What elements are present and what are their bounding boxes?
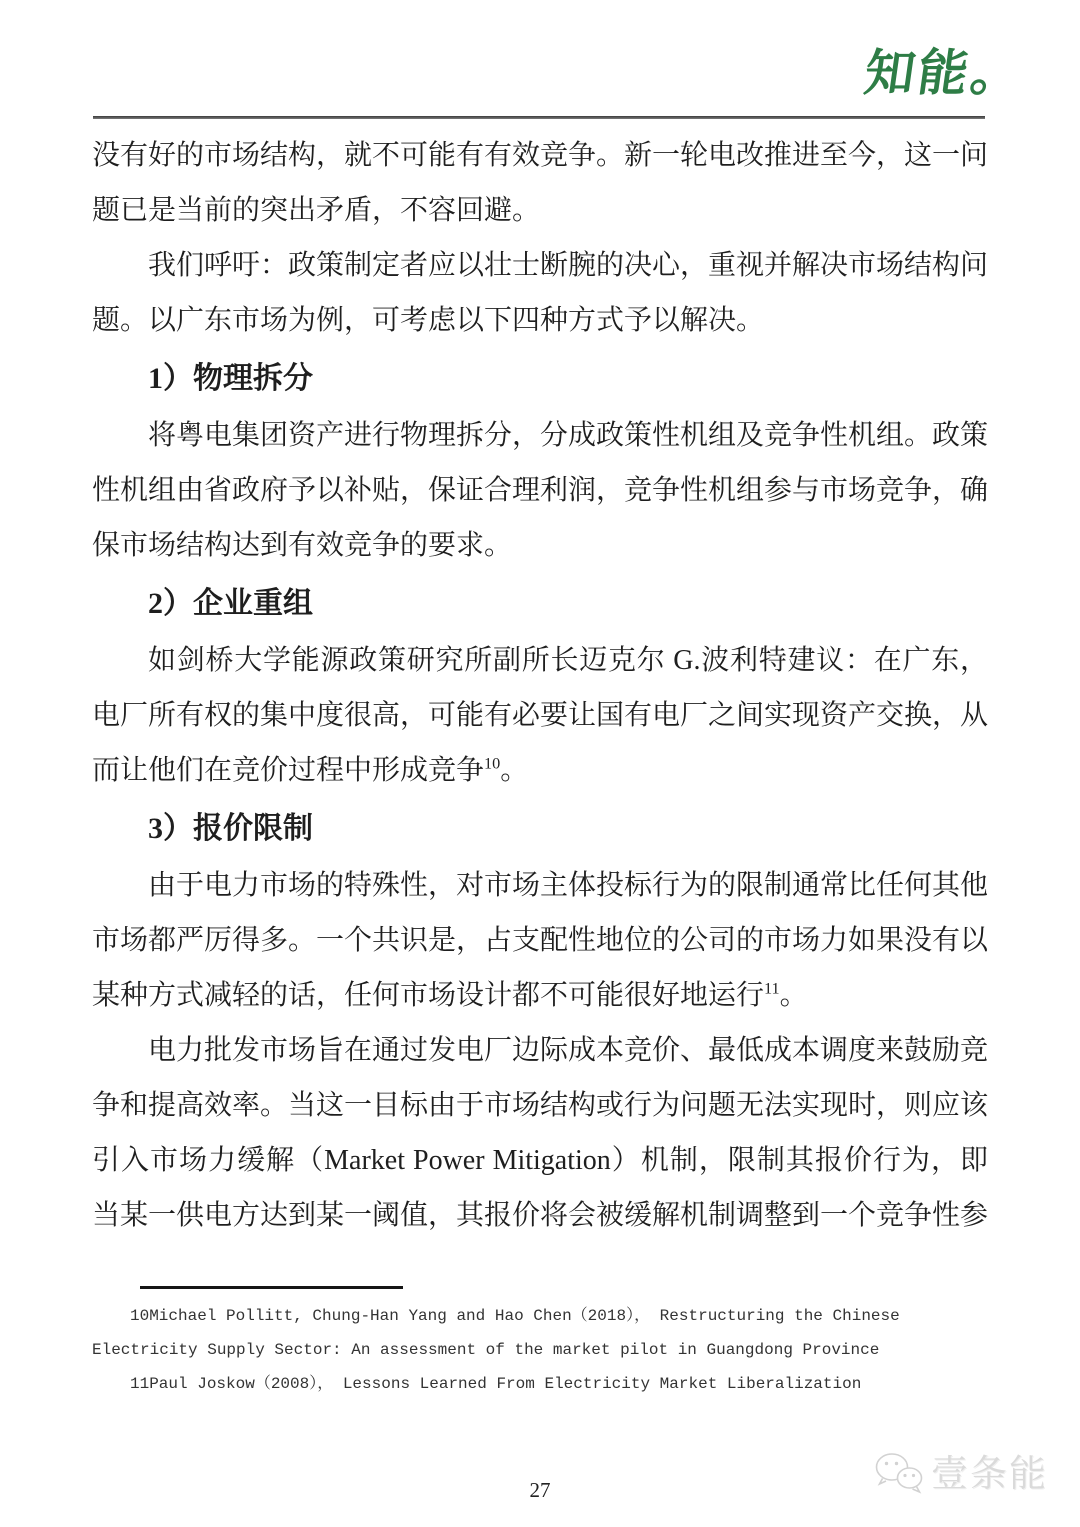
paragraph-market-structure: 没有好的市场结构，就不可能有有效竞争。新一轮电改推进至今，这一问题已是当前的突出矛盾，不容回避。: [92, 140, 989, 226]
paragraph-text: 。: [779, 980, 808, 1011]
footnote-10: 10Michael Pollitt, Chung-Han Yang and Hao Chen（2018）， Restructuring the Chinese Electricity Supply Sector: An assessment of the market pilot in Guangdong Province: [92, 1307, 900, 1359]
footnote-ref-10: 10: [484, 754, 501, 773]
section-heading-restructuring: 2）企业重组: [148, 587, 313, 620]
page-number: 27: [529, 1478, 551, 1502]
footnote-divider: [140, 1286, 403, 1289]
paragraph-restructuring: [92, 633, 988, 798]
brand-logo: 知能。: [861, 45, 1028, 101]
wechat-icon: [873, 1450, 925, 1496]
footnote-11: 11Paul Joskow（2008）， Lessons Learned From Electricity Market Liberalization: [130, 1375, 862, 1393]
footnote-ref-11: 11: [764, 979, 780, 998]
watermark-label: 壹条能: [931, 1452, 1048, 1494]
paragraph-text: 由于电力市场的特殊性，对市场主体投标行为的限制通常比任何其他市场都严厉得多。一个共识是，占支配性地位的公司的市场力如果没有以某种方式减轻的话，任何市场设计都不可能很好地运行: [92, 870, 989, 1011]
header-divider: [93, 116, 985, 119]
paragraph-physical-split: 将粤电集团资产进行物理拆分，分成政策性机组及竞争性机组。政策性机组由省政府予以补贴，保证合理利润，竞争性机组参与市场竞争，确保市场结构达到有效竞争的要求。: [92, 420, 989, 561]
section-heading-physical-split: 1）物理拆分: [148, 362, 313, 395]
paragraph-wholesale-market: 电力批发市场旨在通过发电厂边际成本竞价、最低成本调度来鼓励竞争和提高效率。当这一目标由于市场结构或行为问题无法实现时，则应该引入市场力缓解（Market Power Mitigation）机制，限制其报价行为，即当某一供电方达到某一阈值，其报价将会被缓解机制调整到一个竞争性参: [92, 1035, 989, 1231]
watermark: [873, 1450, 1048, 1496]
paragraph-bid-cap: [92, 858, 988, 1023]
paragraph-text: 如剑桥大学能源政策研究所副所长迈克尔 G.波利特建议：在广东，电厂所有权的集中度很高，可能有必要让国有电厂之间实现资产交换，从而让他们在竞价过程中形成竞争: [92, 645, 989, 786]
footnotes-block: [92, 1286, 988, 1401]
document-body: [92, 128, 988, 1243]
section-heading-bid-cap: 3）报价限制: [148, 812, 313, 845]
paragraph-appeal: 我们呼吁：政策制定者应以壮士断腕的决心，重视并解决市场结构问题。以广东市场为例，可考虑以下四种方式予以解决。: [92, 250, 989, 336]
paragraph-text: 。: [500, 755, 529, 786]
